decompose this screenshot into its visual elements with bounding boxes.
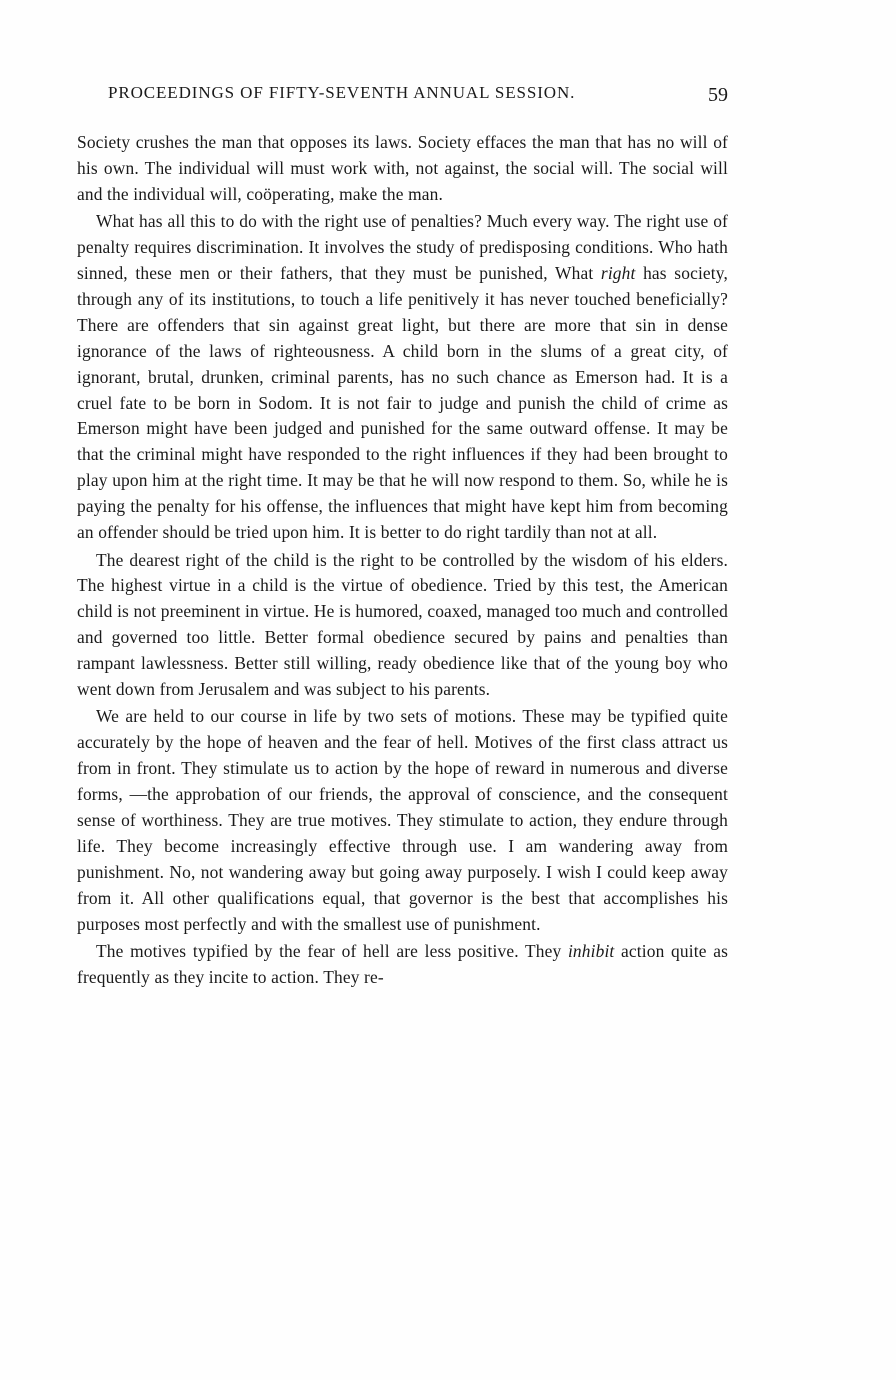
text-run: action quite as frequently as they incite to action. They re- [77, 941, 728, 987]
page-number: 59 [708, 84, 728, 106]
running-title: PROCEEDINGS OF FIFTY-SEVENTH ANNUAL SESSION. [108, 83, 576, 102]
text-run: We are held to our course in life by two sets of motions. These may be typified quite accurately by the hope of heaven and the fear of hell. Motives of the first class attract us from in front. They stimulate us to action by the hope of reward in numerous and diverse forms, —the approbation of our friends, the approval of conscience, and the consequent sense of worthiness. They are true motives. They stimulate to action, they endure through life. They become increasingly effective through use. I am wandering away from punishment. No, not wandering away but going away purposely. I wish I could keep away from it. All other qualifications equal, that governor is the best that accomplishes his purposes most perfectly and with the smallest use of punishment. [77, 706, 728, 934]
running-header [108, 78, 728, 108]
text-run: What has all this to do with the right use of penalties? Much every way. The right use of penalty requires discrimination. It involves the study of predisposing conditions. Who hath sinned, these men or their fathers, that they must be punished, What [77, 211, 728, 284]
text-run: has society, through any of its institutions, to touch a life penitively it has never touched beneficially? There are offenders that sin against great light, but there are more that sin in dense ignorance of the laws of righteousness. A child born in the slums of a great city, of ignorant, brutal, drunken, criminal parents, has no such chance as Emerson had. It is a cruel fate to be born in Sodom. It is not fair to judge and punish the child of crime as Emerson might have been judged and punished for the same outward offense. It may be that the criminal might have responded to the right influences if they had been brought to play upon him at the right time. It may be that he will now respond to them. So, while he is paying the penalty for his offense, the influences that might have kept him from becoming an offender should be tried upon him. It is better to do right tardily than not at all. [77, 263, 728, 543]
italic-text: inhibit [567, 941, 615, 962]
paragraph [77, 939, 728, 991]
paragraph [77, 548, 728, 703]
text-run: The dearest right of the child is the right to be controlled by the wisdom of his elders. The highest virtue in a child is the virtue of obedience. Tried by this test, the American child is not preeminent in virtue. He is humored, coaxed, managed too much and controlled and governed too little. Better formal obedience secured by pains and penalties than rampant lawlessness. Better still willing, ready obedience like that of the young boy who went down from Jerusalem and was subject to his parents. [77, 549, 728, 700]
text-run: The motives typified by the fear of hell are less positive. They [96, 941, 568, 962]
paragraph [77, 130, 728, 208]
text-run: Society crushes the man that opposes its laws. Society effaces the man that has no will of his own. The individual will must work with, not against, the social will. The social will and the individual will, coöperating, make the man. [77, 132, 728, 204]
paragraph [77, 209, 728, 546]
paragraph [77, 704, 728, 937]
italic-text: right [600, 263, 636, 284]
body-text [77, 130, 728, 992]
